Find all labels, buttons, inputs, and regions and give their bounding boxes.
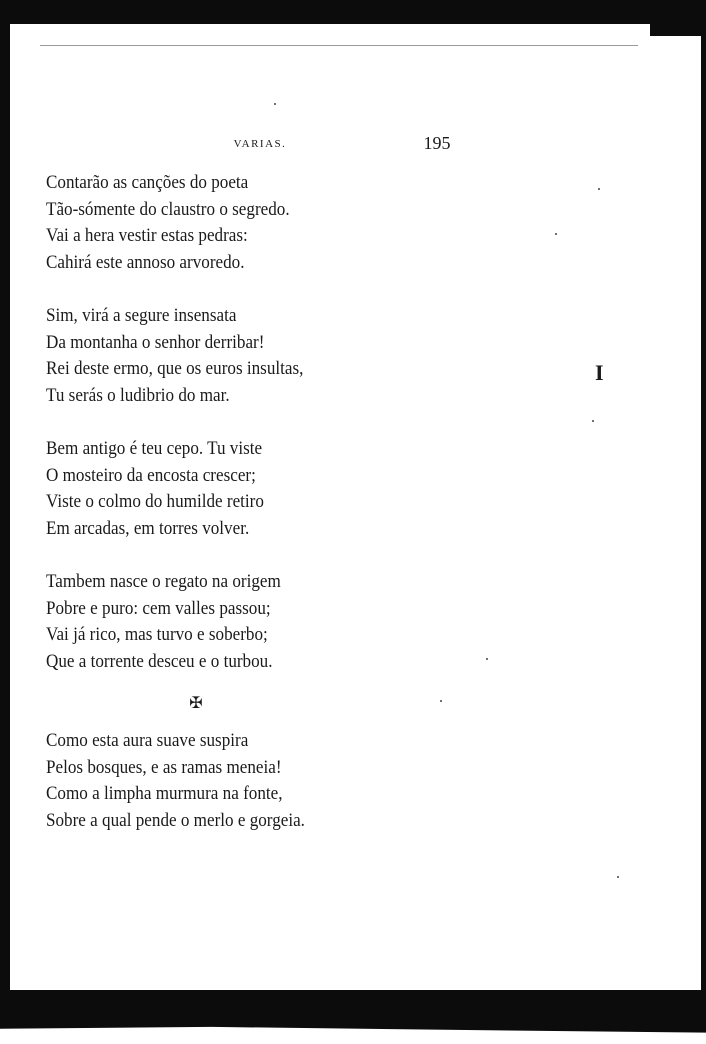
- section-ornament-icon: ✠: [189, 695, 203, 712]
- verse-line: Da montanha o senhor derribar!: [46, 331, 265, 353]
- stanza-4: [46, 569, 406, 675]
- verse-line: Bem antigo é teu cepo. Tu viste: [46, 438, 263, 459]
- verse-line: Viste o colmo do humilde retiro: [46, 491, 264, 512]
- verse-line: Rei deste ermo, que os euros insultas,: [46, 358, 304, 379]
- scan-border-left: [0, 24, 10, 990]
- verse-line: Em arcadas, em torres volver.: [46, 517, 250, 539]
- verse-line: Como esta aura suave suspira: [46, 730, 249, 751]
- stanza-1: [46, 170, 406, 276]
- verse-line: Pelos bosques, e as ramas meneia!: [46, 756, 282, 778]
- verse-line: Tambem nasce o regato na origem: [46, 571, 281, 592]
- scan-speck: [486, 658, 488, 660]
- stanza-2: [46, 303, 406, 409]
- scan-speck: [274, 103, 276, 105]
- verse-line: Pobre e puro: cem valles passou;: [46, 597, 271, 619]
- scan-speck: [592, 420, 594, 422]
- verse-line: Como a limpha murmura na fonte,: [46, 783, 283, 804]
- scan-speck: [598, 188, 600, 190]
- scan-border-notch: [10, 24, 650, 36]
- scan-border-right: [701, 36, 706, 991]
- verse-line: Contarão as canções do poeta: [46, 172, 249, 193]
- stanza-3: [46, 436, 406, 542]
- margin-mark: I: [595, 360, 604, 385]
- scan-speck: [555, 233, 557, 235]
- page-top-rule: [40, 45, 638, 46]
- verse-line: Que a torrente desceu e o turbou.: [46, 650, 273, 672]
- verse-line: Cahirá este annoso arvoredo.: [46, 251, 245, 273]
- verse-line: O mosteiro da encosta crescer;: [46, 464, 256, 486]
- verse-line: Tu serás o ludibrio do mar.: [46, 384, 230, 406]
- verse-line: Sobre a qual pende o merlo e gorgeia.: [46, 809, 305, 831]
- verse-line: Vai já rico, mas turvo e soberbo;: [46, 624, 268, 645]
- verse-line: Tão-sómente do claustro o segredo.: [46, 198, 290, 220]
- poem-body: [46, 170, 406, 861]
- verse-line: Sim, virá a segure insensata: [46, 305, 237, 326]
- scan-speck: [440, 700, 442, 702]
- page-number: 195: [423, 133, 451, 153]
- scan-speck: [617, 876, 619, 878]
- stanza-5: [46, 728, 406, 834]
- running-head: VARIAS.: [233, 138, 287, 150]
- verse-line: Vai a hera vestir estas pedras:: [46, 225, 248, 246]
